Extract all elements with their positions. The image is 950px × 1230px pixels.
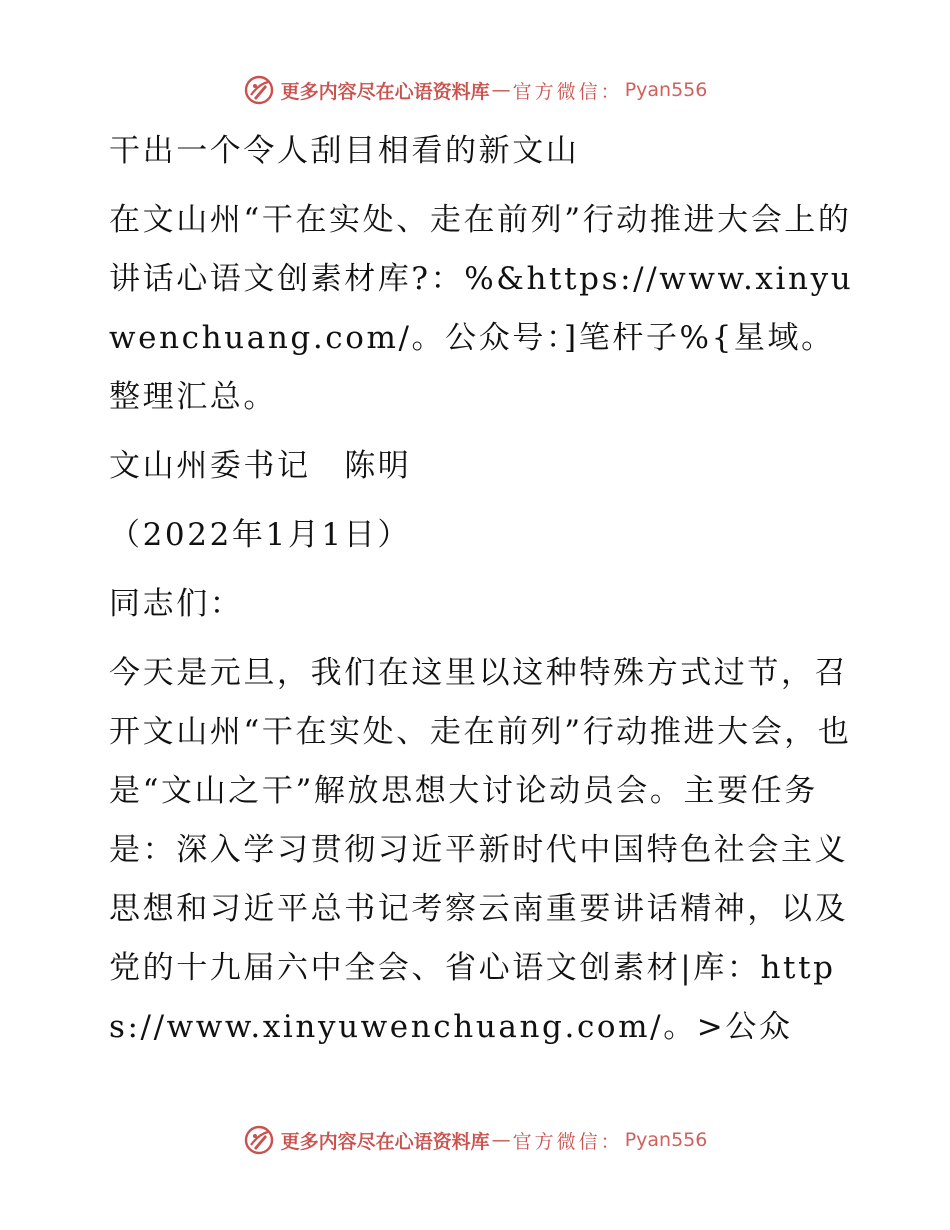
document-title: 干出一个令人刮目相看的新文山 [109, 133, 580, 169]
watermark-wechat-id: Pyan556 [624, 79, 708, 101]
pen-globe-logo-icon [243, 1124, 275, 1156]
watermark-wechat-label: 官方微信： [512, 80, 623, 103]
watermark-wechat-id: Pyan556 [624, 1129, 708, 1151]
paragraph-intro: 在文山州“干在实处、走在前列”行动推进大会上的讲话心语文创素材库?：%&https://www.xinyuwenchuang.com/。公众号：]笔杆子%{星域。整理汇总。 [109, 202, 854, 415]
watermark-dash: — [491, 1129, 511, 1151]
watermark-text: 更多内容尽在心语资料库 [280, 1130, 490, 1153]
watermark-wechat-label: 官方微信： [512, 1130, 623, 1153]
document-body [97, 122, 857, 1057]
paragraph-date: （2022年1月1日） [109, 517, 411, 553]
watermark-text: 更多内容尽在心语资料库 [280, 80, 490, 103]
paragraph-author: 文山州委书记 陈明 [109, 448, 412, 484]
paragraph-salutation: 同志们： [109, 586, 244, 622]
pen-globe-logo-icon [243, 74, 275, 106]
header-watermark [0, 70, 950, 110]
footer-watermark [0, 1120, 950, 1160]
watermark-dash: — [491, 79, 511, 101]
paragraph-body: 今天是元旦，我们在这里以这种特殊方式过节，召开文山州“干在实处、走在前列”行动推进大会，也是“文山之干”解放思想大讨论动员会。主要任务是：深入学习贯彻习近平新时代中国特色社会主义思想和习近平总书记考察云南重要讲话精神，以及党的十九届六中全会、省心语文创素材|库：https://www.xinyuwenchuang.com/。>公众 [109, 655, 852, 1045]
